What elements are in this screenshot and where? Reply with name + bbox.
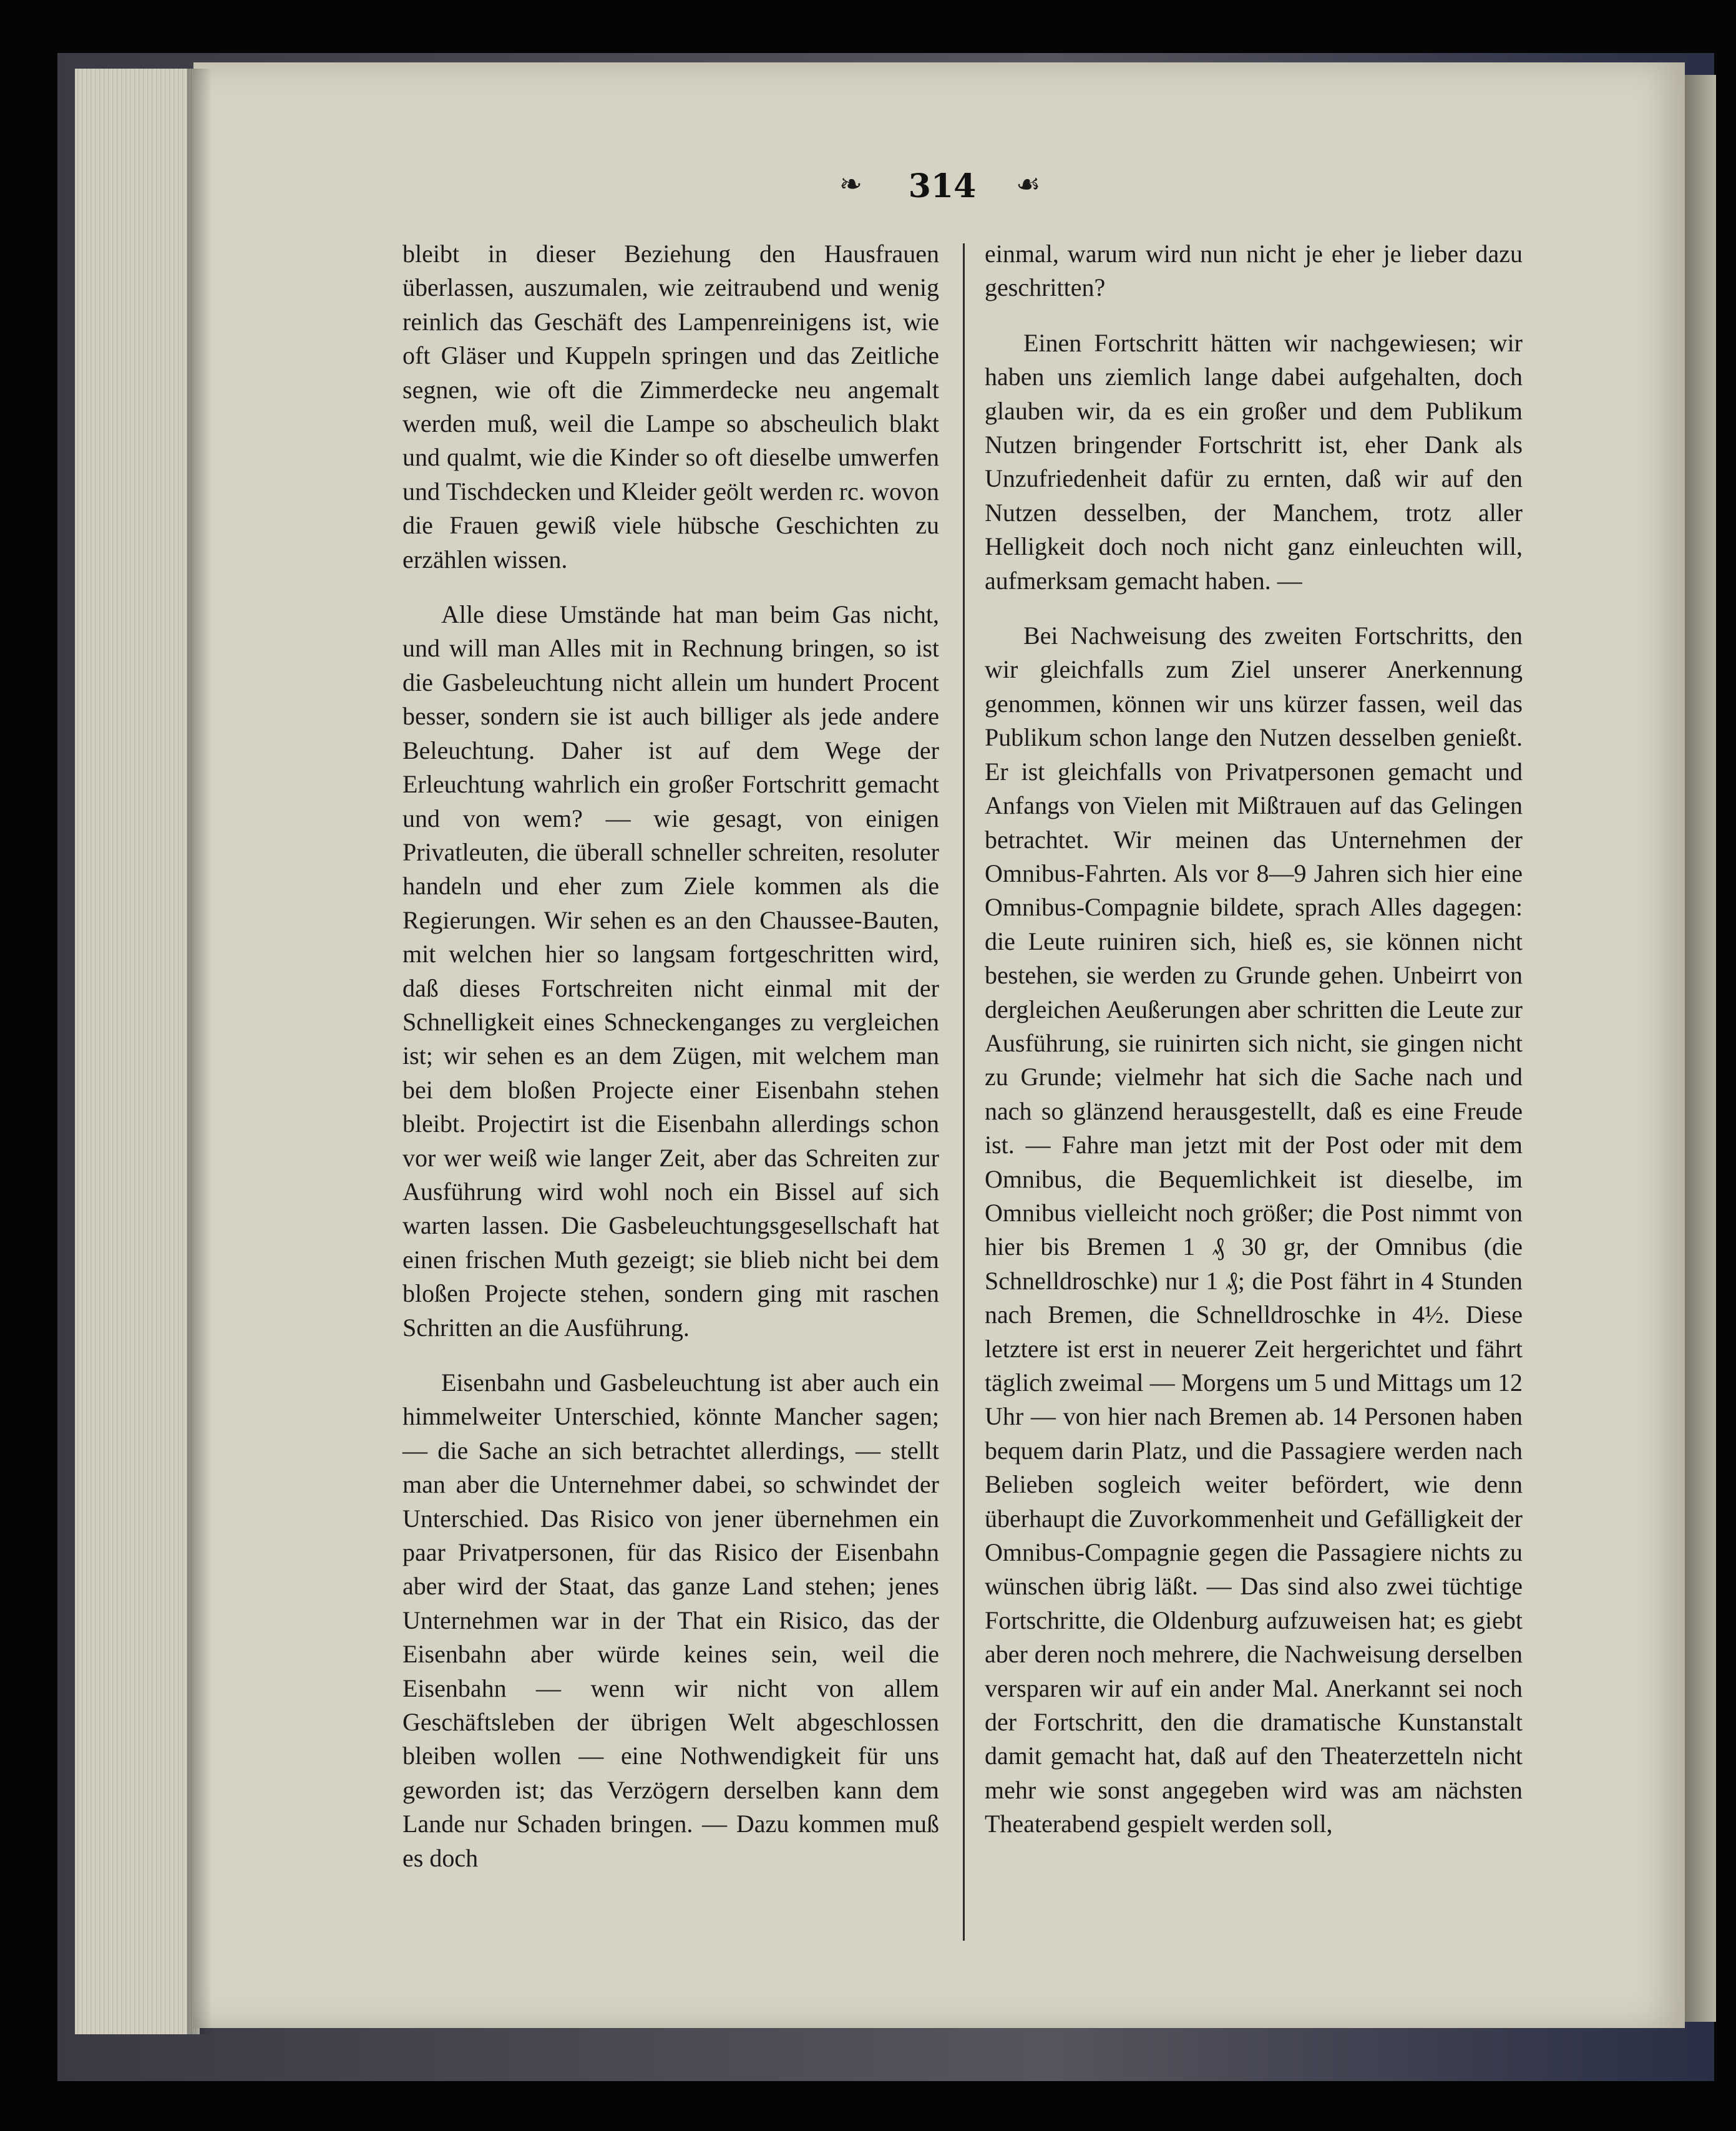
- paragraph: Eisenbahn und Gasbeleuchtung ist aber auch ein himmelweiter Unterschied, könnte Mancher sagen; — die Sache an sich betrachtet allerdings, — stellt man aber die Unternehmer dabei, so schwindet der Unterschied. Das Risico von jener übernehmen ein paar Privatpersonen, für das Risico der Eisenbahn aber wird der Staat, das ganze Land stehen; jenes Unternehmen war in der That ein Risico, das der Eisenbahn aber würde keines sein, weil die Eisenbahn — wenn wir nicht von allem Geschäftsleben der übrigen Welt abgeschlossen bleiben wollen — eine Nothwendigkeit für uns geworden ist; das Verzögern derselben kann dem Lande nur Schaden bringen. — Dazu kommen muß es doch: [402, 1368, 939, 1872]
- spine-shadow: [187, 69, 212, 2034]
- paragraph: Bei Nachweisung des zweiten Fortschritts, den wir gleichfalls zum Ziel unserer Anerkennung genommen, können wir uns kürzer fassen, weil das Publikum schon lange den Nutzen desselben genießt. Er ist gleichfalls von Privatpersonen gemacht und Anfangs von Vielen mit Mißtrauen auf das Gelingen betrachtet. Wir meinen das Unternehmen der Omnibus-Fahrten. Als vor 8—9 Jahren sich hier eine Omnibus-Compagnie bildete, sprach Alles dagegen: die Leute ruiniren sich, hieß es, sie können nicht bestehen, sie werden zu Grunde gehen. Unbeirrt von dergleichen Aeußerungen aber schritten die Leute zur Ausführung, sie ruinirten sich nicht, sie gingen nicht zu Grunde; vielmehr hat sich die Sache nach und nach so glänzend herausgestellt, daß es eine Freude ist. — Fahre man jetzt mit der Post oder mit dem Omnibus, die Bequemlichkeit ist dieselbe, im Omnibus vielleicht noch größer; die Post nimmt von hier bis Bremen 1 ₰ 30 gr, der Omnibus (die Schnelldroschke) nur 1 ₰; die Post fährt in 4 Stunden nach Bremen, die Schnelldroschke in 4½. Diese letztere ist erst in neuerer Zeit hergerichtet und fährt täglich zweimal — Morgens um 5 und Mittags um 12 Uhr — von hier nach Bremen ab. 14 Personen haben bequem darin Platz, und die Passagiere werden nach Belieben sogleich weiter befördert, wie denn überhaupt die Zuvorkommenheit und Gefälligkeit der Omnibus-Compagnie gegen die Passagiere nichts zu wünschen übrig läßt. — Das sind also zwei tüchtige Fortschritte, die Oldenburg aufzuweisen hat; es giebt aber deren noch mehrere, die Nachweisung derselben versparen wir auf ein ander Mal. Anerkannt sei noch der Fortschritt, den die dramatische Kunstanstalt damit gemacht hat, daß auf den Theaterzetteln nicht mehr wie sonst angegeben wird was am nächsten Theaterabend gespielt werden soll,: [985, 622, 1523, 1838]
- paragraph: bleibt in dieser Beziehung den Hausfrauen überlassen, auszumalen, wie zeitraubend und wenig reinlich das Geschäft des Lampenreinigens ist, wie oft Gläser und Kuppeln springen und das Zeitliche segnen, wie oft die Zimmerdecke neu angemalt werden muß, weil die Lampe so abscheulich blakt und qualmt, wie die Kinder so oft dieselbe umwerfen und Tischdecken und Kleider geölt werden rc. wovon die Frauen gewiß viele hübsche Geschichten zu erzählen wissen.: [402, 240, 939, 573]
- paragraph: Alle diese Umstände hat man beim Gas nicht, und will man Alles mit in Rechnung bringen, so ist die Gasbeleuchtung nicht allein um hundert Procent besser, sondern sie ist auch billiger als jede andere Beleuchtung. Daher ist auf dem Wege der Erleuchtung wahrlich ein großer Fortschritt gemacht und von wem? — wie gesagt, von einigen Privatleuten, die überall schneller schreiten, resoluter handeln und eher zum Ziele kommen als die Regierungen. Wir sehen es an den Chaussee-Bauten, mit welchen hier so langsam fortgeschritten wird, daß dieses Fortschreiten nicht einmal mit der Schnelligkeit eines Schneckenganges zu vergleichen ist; wir sehen es an dem Zügen, mit welchem man bei dem bloßen Projecte einer Eisenbahn stehen bleibt. Projectirt ist die Eisenbahn allerdings schon vor wer weiß wie langer Zeit, aber das Schreiten zur Ausführung wird wohl noch ein Bissel auf sich warten lassen. Die Gasbeleuchtungsgesellschaft hat einen frischen Muth gezeigt; sie blieb nicht bei dem bloßen Projecte stehen, sondern ging mit raschen Schritten an die Ausführung.: [402, 600, 939, 1342]
- right-text-column: [985, 237, 1523, 1863]
- header-ornament-left: ❧: [839, 168, 862, 200]
- page-edges: [75, 69, 200, 2034]
- left-text-column: [402, 237, 939, 1896]
- page-number: 314: [908, 167, 977, 205]
- column-divider: [963, 243, 965, 1941]
- header-ornament-right: ☙: [1016, 168, 1041, 200]
- paragraph: Einen Fortschritt hätten wir nachgewiesen; wir haben uns ziemlich lange dabei aufgehalten, doch glauben wir, da es ein großer und dem Publikum Nutzen bringender Fortschritt ist, eher Dank als Unzufriedenheit dafür zu ernten, daß wir auf den Nutzen desselben, der Manchem, trotz aller Helligkeit doch noch nicht ganz einleuchten will, aufmerksam gemacht haben. —: [985, 328, 1523, 595]
- paragraph: einmal, warum wird nun nicht je eher je lieber dazu geschritten?: [985, 240, 1523, 302]
